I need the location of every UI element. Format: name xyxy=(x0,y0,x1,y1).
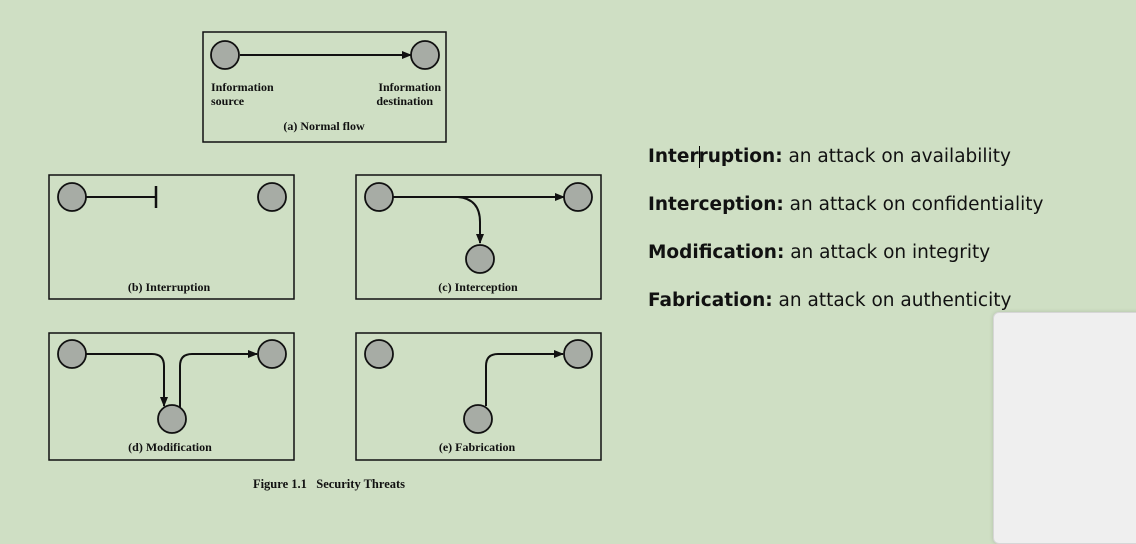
threat-term-part1: Inter xyxy=(648,146,699,167)
threat-interception xyxy=(648,193,1043,217)
modification-in-arrow xyxy=(86,354,164,406)
threat-colon: : xyxy=(765,290,773,311)
threat-interruption xyxy=(648,145,1043,169)
threat-description: an attack on integrity xyxy=(784,242,991,263)
fabricator-node xyxy=(464,405,492,433)
panel-interruption xyxy=(49,175,294,299)
panel-fabrication xyxy=(356,333,601,460)
source-label-line2: source xyxy=(211,94,245,108)
source-node xyxy=(58,340,86,368)
threat-colon: : xyxy=(776,242,785,263)
threat-description: an attack on confidentiality xyxy=(783,194,1044,215)
threat-term: Modification: xyxy=(648,242,785,263)
threat-description: an attack on authenticity xyxy=(772,290,1012,311)
threat-description: an attack on availability xyxy=(782,146,1011,167)
destination-node xyxy=(258,183,286,211)
panel-modification xyxy=(49,333,294,460)
panel-b-label: (b) Interruption xyxy=(127,280,211,294)
threat-term: Interception: xyxy=(648,194,784,215)
threat-term-part2: ruption xyxy=(698,146,776,167)
figure-caption: Figure 1.1 Security Threats xyxy=(252,477,406,491)
source-node xyxy=(365,340,393,368)
modification-out-arrow xyxy=(180,354,257,408)
destination-node xyxy=(564,183,592,211)
destination-node xyxy=(258,340,286,368)
source-node xyxy=(211,41,239,69)
source-node xyxy=(365,183,393,211)
panel-a-label: (a) Normal flow xyxy=(283,119,365,133)
source-node xyxy=(58,183,86,211)
modifier-node xyxy=(158,405,186,433)
threat-fabrication xyxy=(648,289,1043,313)
threat-modification xyxy=(648,241,1043,265)
panel-d-label: (d) Modification xyxy=(128,440,212,454)
threat-colon: : xyxy=(776,194,784,215)
fabrication-arrow xyxy=(486,354,563,406)
source-label-line1: Information xyxy=(211,80,274,94)
panel-interception xyxy=(356,175,601,299)
panel-c-label: (c) Interception xyxy=(438,280,518,294)
threat-definitions xyxy=(648,145,1043,337)
interception-branch-arrow xyxy=(458,197,480,243)
interceptor-node xyxy=(466,245,494,273)
destination-node xyxy=(564,340,592,368)
destination-node xyxy=(411,41,439,69)
panel-e-label: (e) Fabrication xyxy=(438,440,516,454)
panel-normal-flow xyxy=(203,32,446,142)
threat-term xyxy=(648,146,783,167)
overlay-panel[interactable] xyxy=(993,312,1136,544)
threat-term: Fabrication: xyxy=(648,290,773,311)
destination-label-line1: Information xyxy=(378,80,441,94)
destination-label-line2: destination xyxy=(376,94,433,108)
threat-colon: : xyxy=(775,146,783,167)
